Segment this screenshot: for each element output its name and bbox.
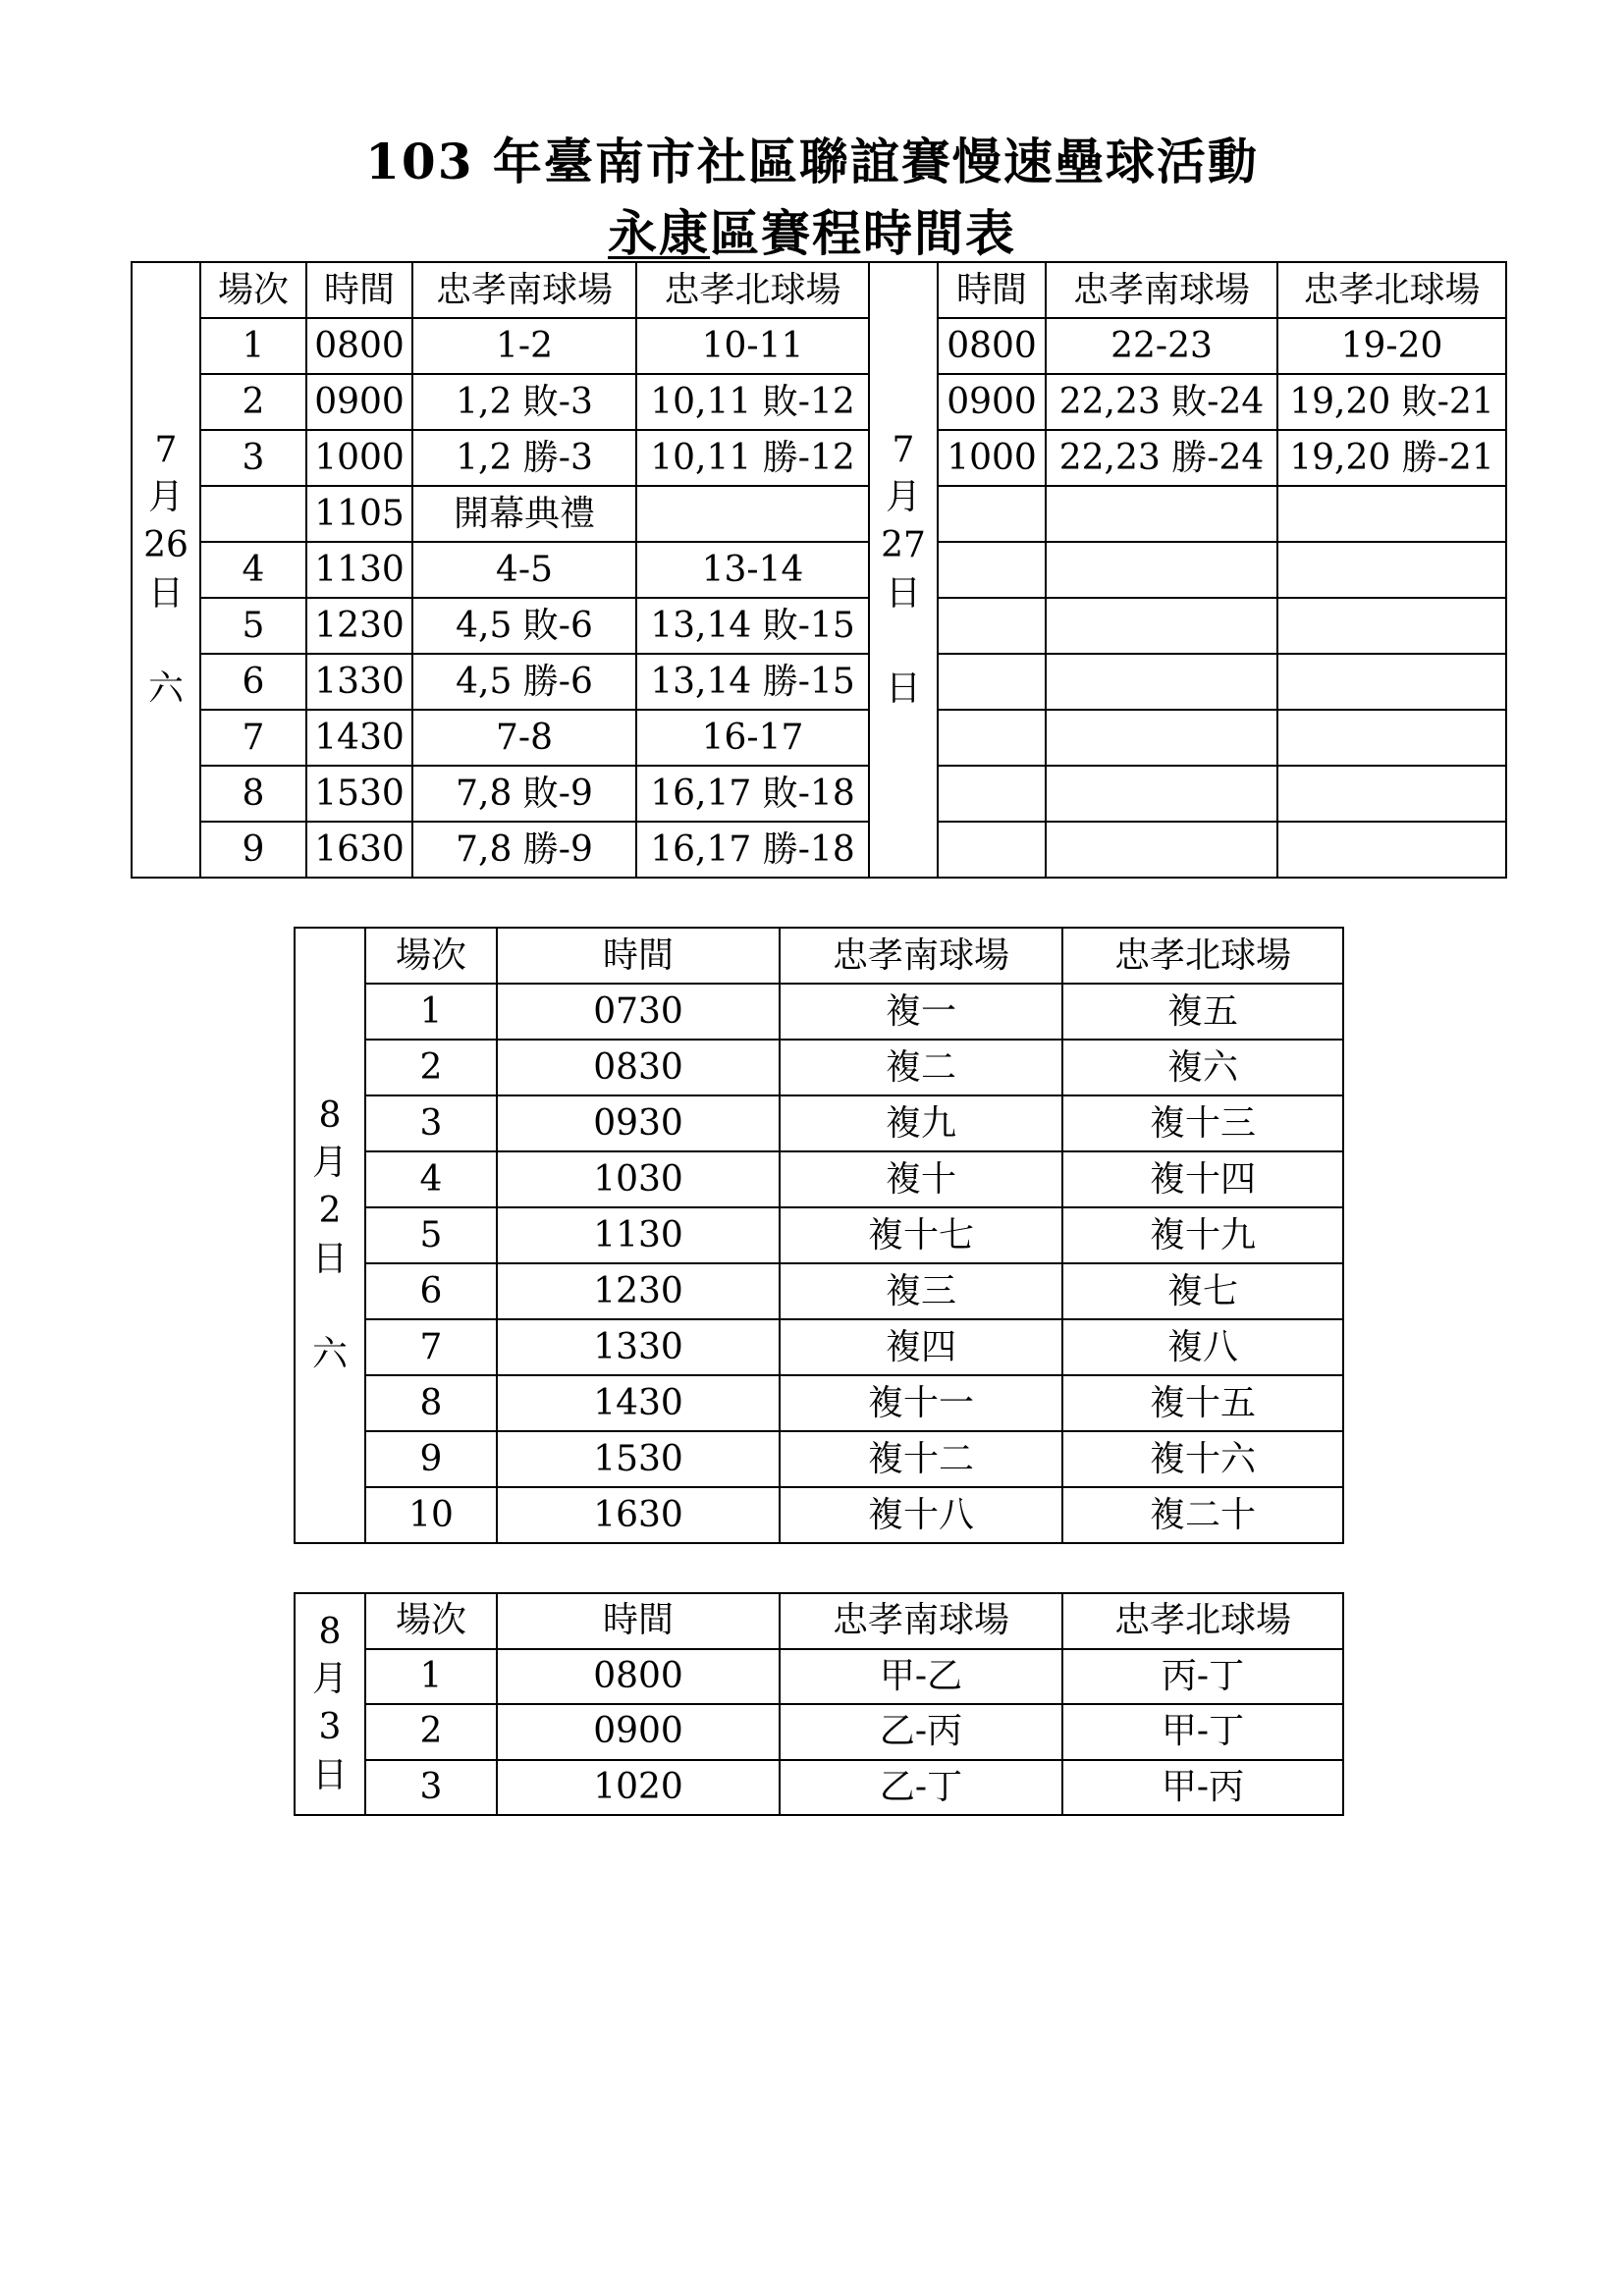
cell-south-match: 複十二	[780, 1431, 1062, 1487]
cell-empty	[1046, 486, 1277, 542]
district-name: 永康	[608, 204, 710, 262]
cell-empty	[1277, 766, 1506, 822]
cell-game-no: 9	[200, 822, 306, 878]
date-aug2-line	[296, 1283, 364, 1331]
cell-north-match: 複五	[1062, 984, 1343, 1040]
date-jul26-line: 7	[154, 429, 178, 470]
table-header-row	[295, 928, 1343, 984]
date-aug3-line: 月	[311, 1659, 348, 1700]
header-north-field: 忠孝北球場	[636, 262, 869, 318]
header-north-field: 忠孝北球場	[1062, 928, 1343, 984]
table-row	[132, 374, 1506, 430]
cell-game-no: 2	[200, 374, 306, 430]
cell-time: 0730	[497, 984, 780, 1040]
cell-time: 1330	[497, 1319, 780, 1375]
cell-south-match: 1,2 敗-3	[412, 374, 636, 430]
table-row	[295, 1487, 1343, 1543]
table-row	[295, 1649, 1343, 1705]
cell-south-match: 複十七	[780, 1207, 1062, 1263]
header-north-field: 忠孝北球場	[1277, 262, 1506, 318]
header-game-no: 場次	[365, 928, 497, 984]
cell-south-match: 22,23 勝-24	[1046, 430, 1277, 486]
date-jul26-line: 日	[147, 572, 184, 614]
cell-time: 1000	[306, 430, 412, 486]
cell-time: 1630	[497, 1487, 780, 1543]
cell-time: 1030	[497, 1151, 780, 1207]
cell-south-match: 1,2 勝-3	[412, 430, 636, 486]
table-row	[132, 486, 1506, 542]
cell-south-match: 複一	[780, 984, 1062, 1040]
cell-time: 1630	[306, 822, 412, 878]
cell-north-match: 複六	[1062, 1040, 1343, 1095]
cell-empty	[938, 766, 1046, 822]
cell-empty	[1277, 710, 1506, 766]
cell-empty	[1277, 654, 1506, 710]
date-jul26	[132, 262, 200, 878]
cell-game-no: 7	[200, 710, 306, 766]
cell-time: 0900	[938, 374, 1046, 430]
date-jul27-line: 日	[885, 572, 921, 614]
table-header-row	[295, 1593, 1343, 1649]
header-time: 時間	[497, 928, 780, 984]
cell-time: 0800	[497, 1649, 780, 1705]
cell-north-match: 甲-丁	[1062, 1704, 1343, 1760]
cell-time: 1430	[497, 1375, 780, 1431]
cell-time: 1105	[306, 486, 412, 542]
cell-north-match: 19,20 敗-21	[1277, 374, 1506, 430]
table-row	[132, 822, 1506, 878]
date-aug3-line: 日	[311, 1754, 348, 1795]
cell-time: 1020	[497, 1760, 780, 1816]
table-row	[132, 542, 1506, 598]
cell-south-match: 甲-乙	[780, 1649, 1062, 1705]
table-row	[295, 1040, 1343, 1095]
cell-game-no: 5	[200, 598, 306, 654]
header-south-field: 忠孝南球場	[780, 1593, 1062, 1649]
cell-time: 1130	[306, 542, 412, 598]
cell-north-match: 複十六	[1062, 1431, 1343, 1487]
date-jul27-line: 27	[881, 524, 926, 565]
header-time: 時間	[306, 262, 412, 318]
cell-south-match: 7-8	[412, 710, 636, 766]
cell-empty	[938, 710, 1046, 766]
cell-empty	[1046, 542, 1277, 598]
cell-empty	[1277, 486, 1506, 542]
cell-south-match: 複十八	[780, 1487, 1062, 1543]
cell-empty	[1046, 654, 1277, 710]
cell-game-no: 3	[365, 1095, 497, 1151]
cell-south-match: 7,8 敗-9	[412, 766, 636, 822]
header-time: 時間	[938, 262, 1046, 318]
date-aug3-line: 8	[318, 1611, 342, 1652]
date-aug2	[295, 928, 365, 1543]
cell-time: 0900	[306, 374, 412, 430]
table-row	[132, 318, 1506, 374]
date-jul26-line: 26	[143, 524, 189, 565]
cell-game-no: 10	[365, 1487, 497, 1543]
cell-south-match: 1-2	[412, 318, 636, 374]
table-row	[295, 1095, 1343, 1151]
cell-south-match: 4-5	[412, 542, 636, 598]
table-row	[295, 1319, 1343, 1375]
cell-south-match: 複九	[780, 1095, 1062, 1151]
cell-game-no: 7	[365, 1319, 497, 1375]
date-aug2-line: 六	[311, 1333, 348, 1374]
table-row	[295, 984, 1343, 1040]
cell-game-no: 8	[200, 766, 306, 822]
cell-time: 0930	[497, 1095, 780, 1151]
cell-time: 1530	[497, 1431, 780, 1487]
cell-south-match: 乙-丁	[780, 1760, 1062, 1816]
cell-north-match: 丙-丁	[1062, 1649, 1343, 1705]
cell-north-match: 19-20	[1277, 318, 1506, 374]
table-row	[295, 1375, 1343, 1431]
cell-time: 0800	[306, 318, 412, 374]
cell-empty	[938, 822, 1046, 878]
cell-north-match: 10,11 勝-12	[636, 430, 869, 486]
cell-north-match: 19,20 勝-21	[1277, 430, 1506, 486]
date-aug2-line: 月	[311, 1143, 348, 1184]
cell-south-match: 複十一	[780, 1375, 1062, 1431]
table-row	[132, 766, 1506, 822]
cell-south-match: 4,5 勝-6	[412, 654, 636, 710]
cell-north-match: 甲-丙	[1062, 1760, 1343, 1816]
subtitle-rest: 區賽程時間表	[710, 204, 1016, 262]
date-jul27-line	[870, 617, 937, 666]
header-south-field: 忠孝南球場	[780, 928, 1062, 984]
cell-game-no: 2	[365, 1704, 497, 1760]
cell-time: 1530	[306, 766, 412, 822]
header-game-no: 場次	[200, 262, 306, 318]
cell-empty	[1046, 766, 1277, 822]
cell-time: 1130	[497, 1207, 780, 1263]
july-schedule-table	[131, 261, 1507, 879]
table-row	[295, 1760, 1343, 1816]
table-row	[132, 430, 1506, 486]
cell-south-match: 22,23 敗-24	[1046, 374, 1277, 430]
cell-empty	[1046, 822, 1277, 878]
cell-south-match: 22-23	[1046, 318, 1277, 374]
table-row	[295, 1151, 1343, 1207]
page-subtitle	[0, 194, 1624, 265]
cell-game-no: 1	[365, 1649, 497, 1705]
cell-south-match: 複四	[780, 1319, 1062, 1375]
header-time: 時間	[497, 1593, 780, 1649]
cell-game-no: 6	[365, 1263, 497, 1319]
cell-north-match: 複十四	[1062, 1151, 1343, 1207]
cell-empty	[1277, 822, 1506, 878]
date-aug2-line: 日	[311, 1238, 348, 1279]
cell-empty	[938, 542, 1046, 598]
cell-empty	[938, 654, 1046, 710]
cell-empty	[1046, 598, 1277, 654]
cell-game-no: 2	[365, 1040, 497, 1095]
cell-time: 1430	[306, 710, 412, 766]
cell-game-no	[200, 486, 306, 542]
table-row	[295, 1704, 1343, 1760]
cell-north-match: 複十三	[1062, 1095, 1343, 1151]
aug2-schedule-table	[294, 927, 1344, 1544]
table-row	[132, 710, 1506, 766]
date-aug3-line: 3	[318, 1707, 342, 1747]
cell-empty	[938, 598, 1046, 654]
cell-game-no: 9	[365, 1431, 497, 1487]
cell-north-match: 13,14 敗-15	[636, 598, 869, 654]
table-row	[295, 1207, 1343, 1263]
cell-north-match: 複二十	[1062, 1487, 1343, 1543]
cell-game-no: 1	[365, 984, 497, 1040]
cell-empty	[1046, 710, 1277, 766]
cell-game-no: 5	[365, 1207, 497, 1263]
header-south-field: 忠孝南球場	[412, 262, 636, 318]
cell-time: 0800	[938, 318, 1046, 374]
cell-time: 0900	[497, 1704, 780, 1760]
cell-time: 1230	[497, 1263, 780, 1319]
aug3-schedule-table	[294, 1592, 1344, 1816]
cell-north-match: 10-11	[636, 318, 869, 374]
cell-game-no: 6	[200, 654, 306, 710]
cell-south-match: 開幕典禮	[412, 486, 636, 542]
page-title: 103 年臺南市社區聯誼賽慢速壘球活動	[365, 133, 1259, 190]
cell-south-match: 乙-丙	[780, 1704, 1062, 1760]
cell-empty	[1277, 542, 1506, 598]
cell-game-no: 4	[365, 1151, 497, 1207]
date-jul26-line: 六	[147, 667, 184, 709]
cell-empty	[938, 486, 1046, 542]
cell-north-match: 複八	[1062, 1319, 1343, 1375]
date-jul27	[869, 262, 938, 878]
header-north-field: 忠孝北球場	[1062, 1593, 1343, 1649]
cell-game-no: 3	[365, 1760, 497, 1816]
cell-time: 0830	[497, 1040, 780, 1095]
cell-south-match: 4,5 敗-6	[412, 598, 636, 654]
cell-time: 1230	[306, 598, 412, 654]
cell-empty	[1277, 598, 1506, 654]
header-game-no: 場次	[365, 1593, 497, 1649]
cell-north-match: 10,11 敗-12	[636, 374, 869, 430]
cell-north-match	[636, 486, 869, 542]
cell-north-match: 複十九	[1062, 1207, 1343, 1263]
cell-game-no: 1	[200, 318, 306, 374]
cell-north-match: 16-17	[636, 710, 869, 766]
table-row	[132, 598, 1506, 654]
date-jul26-line: 月	[147, 477, 184, 518]
cell-game-no: 8	[365, 1375, 497, 1431]
cell-south-match: 7,8 勝-9	[412, 822, 636, 878]
cell-north-match: 13-14	[636, 542, 869, 598]
cell-game-no: 4	[200, 542, 306, 598]
cell-north-match: 16,17 敗-18	[636, 766, 869, 822]
table-row	[295, 1263, 1343, 1319]
cell-time: 1000	[938, 430, 1046, 486]
cell-south-match: 複二	[780, 1040, 1062, 1095]
cell-north-match: 13,14 勝-15	[636, 654, 869, 710]
cell-south-match: 複十	[780, 1151, 1062, 1207]
table-row	[295, 1431, 1343, 1487]
header-south-field: 忠孝南球場	[1046, 262, 1277, 318]
date-jul27-line: 7	[892, 429, 915, 470]
date-jul27-line: 月	[885, 477, 921, 518]
cell-time: 1330	[306, 654, 412, 710]
date-aug2-line: 8	[318, 1095, 342, 1136]
date-aug3	[295, 1593, 365, 1815]
date-jul27-line: 日	[885, 667, 921, 709]
date-jul26-line	[133, 617, 199, 666]
cell-north-match: 複十五	[1062, 1375, 1343, 1431]
date-aug2-line: 2	[318, 1190, 342, 1231]
cell-north-match: 複七	[1062, 1263, 1343, 1319]
cell-south-match: 複三	[780, 1263, 1062, 1319]
table-header-row	[132, 262, 1506, 318]
cell-game-no: 3	[200, 430, 306, 486]
table-row	[132, 654, 1506, 710]
cell-north-match: 16,17 勝-18	[636, 822, 869, 878]
